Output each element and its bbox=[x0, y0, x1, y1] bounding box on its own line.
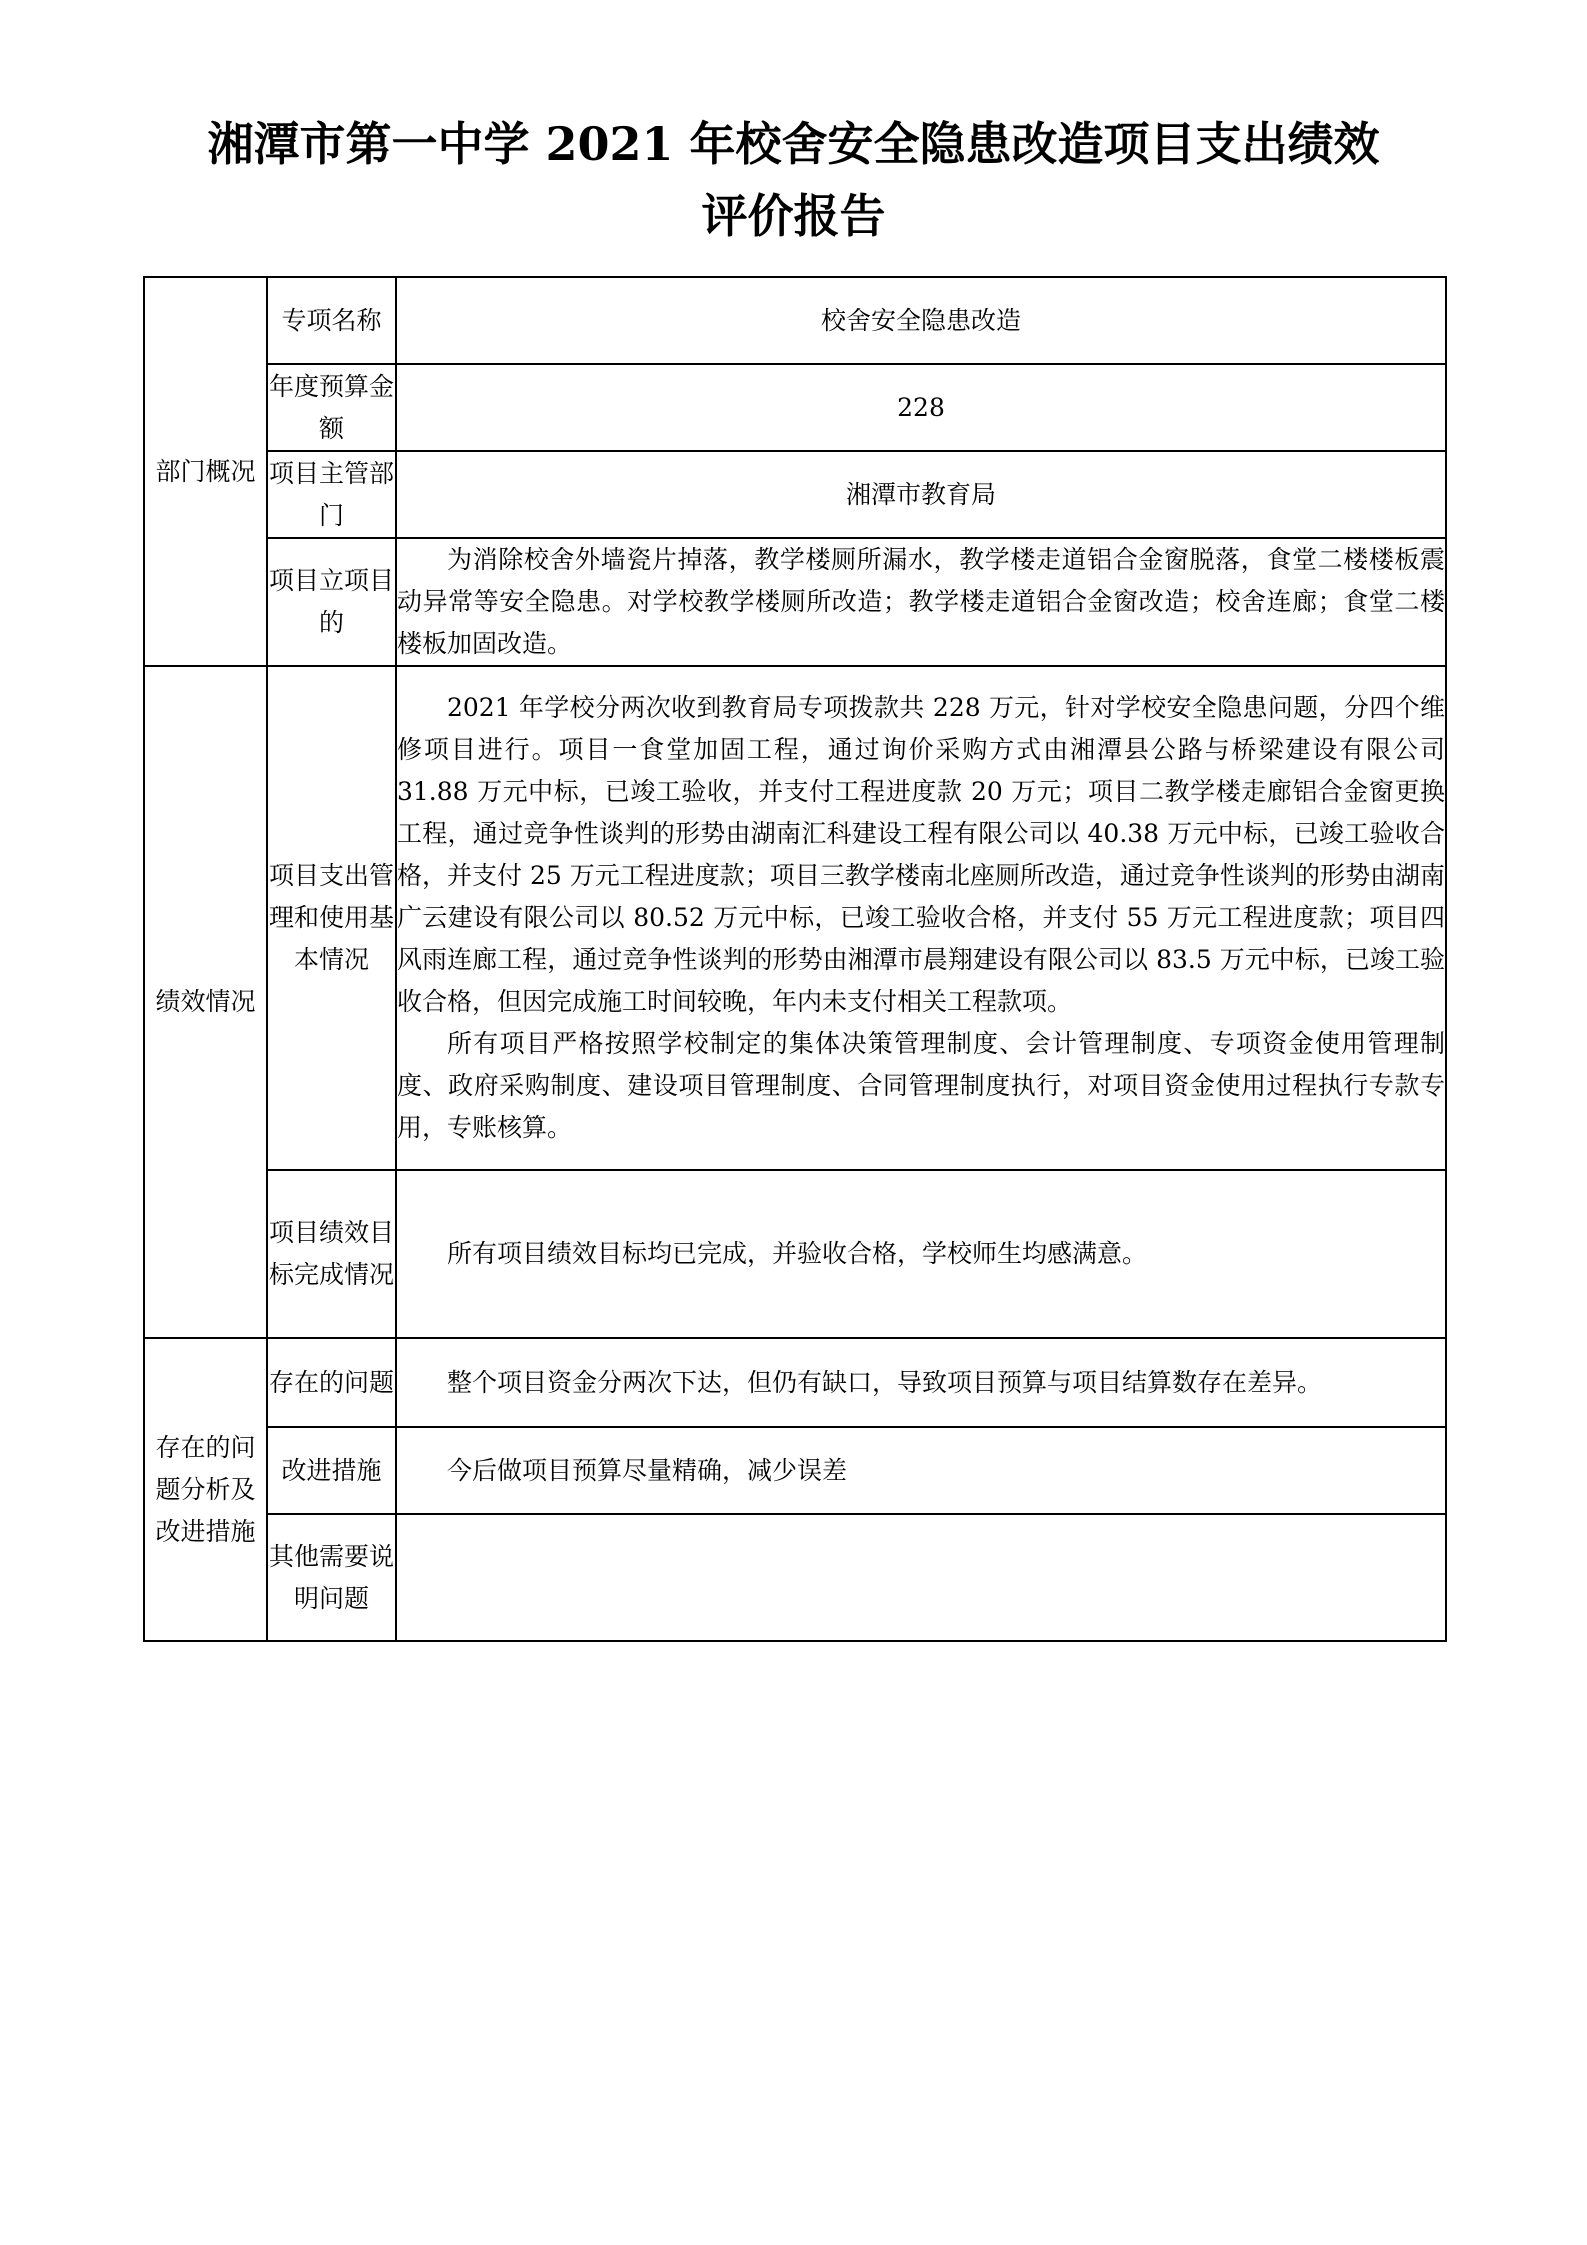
measure-value bbox=[396, 1427, 1446, 1514]
other-label: 其他需要说明问题 bbox=[267, 1514, 396, 1641]
measure-text: 今后做项目预算尽量精确，减少误差 bbox=[447, 1455, 848, 1485]
row-problem bbox=[144, 1338, 1446, 1427]
project-name-label: 专项名称 bbox=[267, 277, 396, 364]
problem-text: 整个项目资金分两次下达，但仍有缺口，导致项目预算与项目结算数存在差异。 bbox=[447, 1367, 1323, 1397]
row-goal bbox=[144, 1170, 1446, 1338]
section-perf-label: 绩效情况 bbox=[144, 666, 267, 1338]
problem-value bbox=[396, 1338, 1446, 1427]
goal-label: 项目绩效目标完成情况 bbox=[267, 1170, 396, 1338]
other-value bbox=[396, 1514, 1446, 1641]
purpose-label: 项目立项目的 bbox=[267, 538, 396, 666]
row-department bbox=[144, 451, 1446, 538]
problem-label: 存在的问题 bbox=[267, 1338, 396, 1427]
row-project-name bbox=[144, 277, 1446, 364]
report-table bbox=[143, 276, 1447, 1642]
budget-value: 228 bbox=[396, 364, 1446, 451]
row-other bbox=[144, 1514, 1446, 1641]
usage-value bbox=[396, 666, 1446, 1170]
usage-label: 项目支出管理和使用基本情况 bbox=[267, 666, 396, 1170]
department-value: 湘潭市教育局 bbox=[396, 451, 1446, 538]
purpose-text: 为消除校舍外墙瓷片掉落，教学楼厕所漏水，教学楼走道铝合金窗脱落，食堂二楼楼板震动异常等安全隐患。对学校教学楼厕所改造；教学楼走道铝合金窗改造；校舍连廊；食堂二楼楼板加固改造。 bbox=[397, 545, 1445, 658]
project-name-value: 校舍安全隐患改造 bbox=[396, 277, 1446, 364]
section-dept-label: 部门概况 bbox=[144, 277, 267, 666]
report-title-line2: 评价报告 bbox=[701, 189, 886, 243]
goal-value bbox=[396, 1170, 1446, 1338]
goal-text: 所有项目绩效目标均已完成，并验收合格，学校师生均感满意。 bbox=[447, 1239, 1148, 1268]
row-budget bbox=[144, 364, 1446, 451]
purpose-value bbox=[396, 538, 1446, 666]
section-issues-label: 存在的问题分析及改进措施 bbox=[144, 1338, 267, 1641]
row-measure bbox=[144, 1427, 1446, 1514]
report-title bbox=[0, 108, 1587, 252]
usage-paragraph-1: 2021 年学校分两次收到教育局专项拨款共 228 万元，针对学校安全隐患问题，分四个维修项目进行。项目一食堂加固工程，通过询价采购方式由湘潭县公路与桥梁建设有限公司 31.88 万元中标，已竣工验收，并支付工程进度款 20 万元；项目二教学楼走廊铝合金窗更换工程，通过竞争性谈判的形势由湖南汇科建设工程有限公司以 40.38 万元中标，已竣工验收合格，并支付 25 万元工程进度款；项目三教学楼南北座厕所改造，通过竞争性谈判的形势由湖南广云建设有限公司以 80.52 万元中标，已竣工验收合格，并支付 55 万元工程进度款；项目四风雨连廊工程，通过竞争性谈判的形势由湘潭市晨翔建设有限公司以 83.5 万元中标，已竣工验收合格，但因完成施工时间较晚，年内未支付相关工程款项。 bbox=[397, 693, 1445, 1016]
row-usage bbox=[144, 666, 1446, 1170]
budget-label: 年度预算金额 bbox=[267, 364, 396, 451]
measure-label: 改进措施 bbox=[267, 1427, 396, 1514]
usage-paragraph-2: 所有项目严格按照学校制定的集体决策管理制度、会计管理制度、专项资金使用管理制度、政府采购制度、建设项目管理制度、合同管理制度执行，对项目资金使用过程执行专款专用，专账核算。 bbox=[397, 1029, 1445, 1142]
row-purpose bbox=[144, 538, 1446, 666]
department-label: 项目主管部门 bbox=[267, 451, 396, 538]
report-title-line1: 湘潭市第一中学 2021 年校舍安全隐患改造项目支出绩效 bbox=[207, 117, 1380, 171]
